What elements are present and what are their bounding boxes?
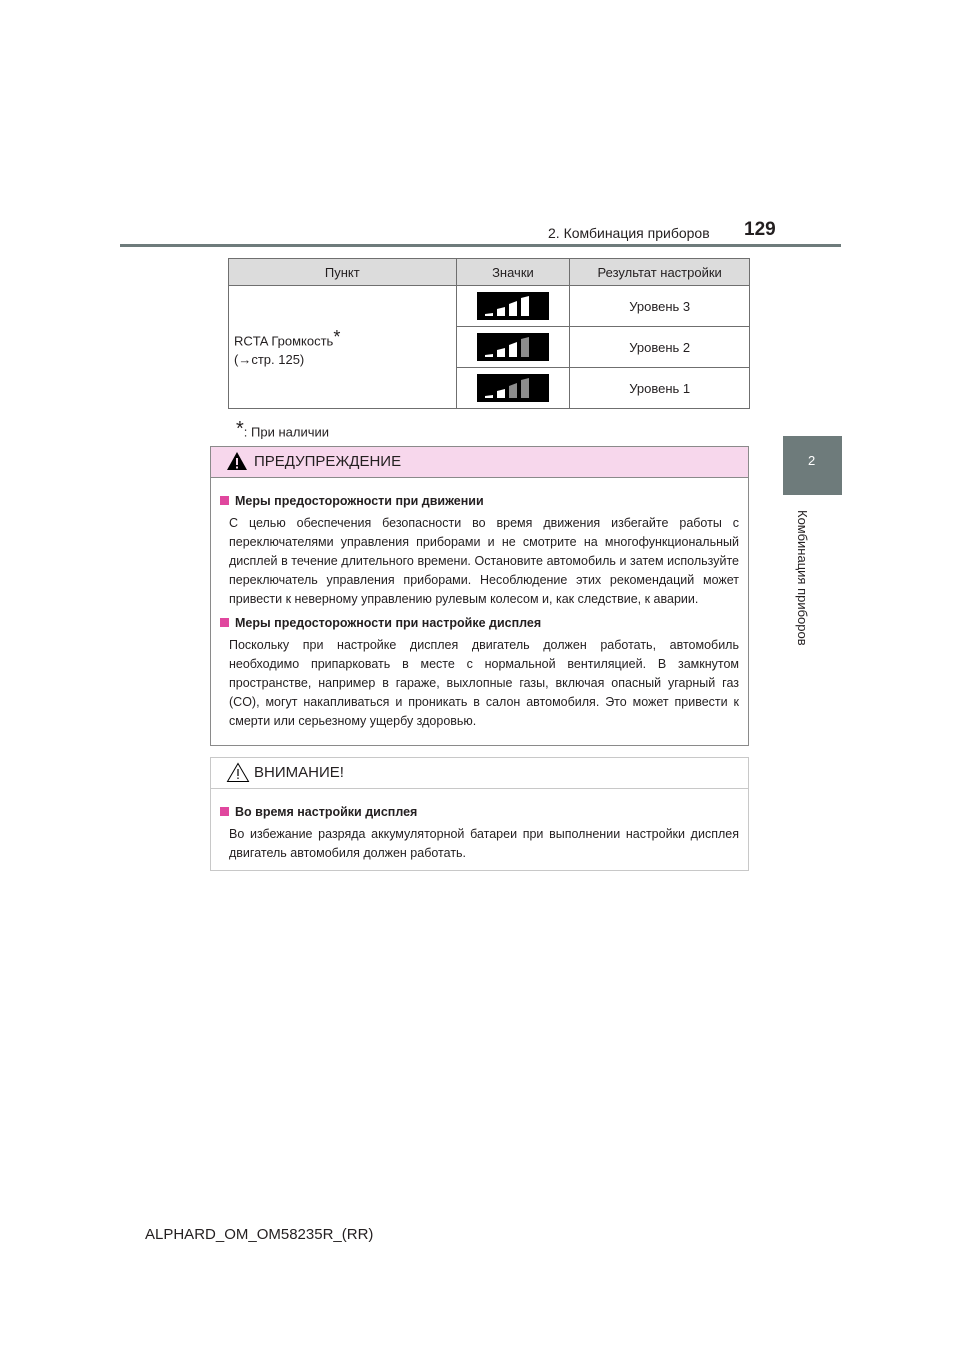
- caution-body: [211, 789, 748, 863]
- warning-section-text: С целью обеспечения безопасности во время движения избегайте работы с переключателями управления приборами и не смотрите на многофункциональный дисплей в течение длительного времени. Остановите автомобиль и затем используйте переключатель управления приборами. Несоблюдение этих рекомендаций может привести к неверному управлению рулевым колесом и, как следствие, к аварии.: [229, 516, 739, 606]
- chapter-tab: [783, 436, 842, 495]
- footnote: [236, 414, 329, 439]
- caution-box: [210, 757, 749, 871]
- caution-title: ВНИМАНИЕ!: [254, 764, 344, 781]
- square-bullet-icon: [220, 807, 229, 816]
- chapter-number: 2: [808, 453, 816, 468]
- caution-header: [211, 758, 748, 789]
- volume-level-3-icon: [477, 292, 549, 320]
- volume-level-2-icon: [477, 333, 549, 361]
- caution-section-text: Во избежание разряда аккумуляторной батареи при выполнении настройки дисплея двигатель автомобиля должен работать.: [229, 827, 739, 860]
- warning-section-heading: Меры предосторожности при настройке дисплея: [220, 614, 739, 633]
- caution-triangle-outline-icon: [226, 762, 250, 783]
- icon-cell: [456, 286, 570, 327]
- warning-header: [211, 447, 748, 478]
- document-code: ALPHARD_OM_OM58235R_(RR): [145, 1226, 374, 1243]
- item-asterisk: *: [333, 327, 341, 348]
- square-bullet-icon: [220, 496, 229, 505]
- column-header-icons: Значки: [456, 259, 570, 286]
- footnote-text: : При наличии: [243, 424, 330, 440]
- item-page-ref: (→стр. 125): [234, 351, 305, 367]
- icon-cell: [456, 368, 570, 409]
- result-cell: Уровень 3: [570, 286, 750, 327]
- icon-cell: [456, 327, 570, 368]
- square-bullet-icon: [220, 618, 229, 627]
- column-header-item: Пункт: [229, 259, 457, 286]
- warning-triangle-icon: [226, 451, 248, 471]
- settings-table: [228, 258, 750, 409]
- section-title: 2. Комбинация приборов: [548, 225, 710, 241]
- caution-section-heading: Во время настройки дисплея: [220, 803, 739, 822]
- column-header-result: Результат настройки: [570, 259, 750, 286]
- footnote-asterisk: *: [236, 418, 244, 440]
- result-cell: Уровень 2: [570, 327, 750, 368]
- warning-section-text: Поскольку при настройке дисплея двигатель должен работать, автомобиль необходимо припарковать в месте с нормальной вентиляцией. В замкнутом пространстве, например в гараже, выхлопные газы, включая опасный угарный газ (CO), могут накапливаться и проникать в салон автомобиля. Это может привести к смерти или серьезному ущербу здоровью.: [229, 638, 739, 728]
- volume-level-1-icon: [477, 374, 549, 402]
- result-cell: Уровень 1: [570, 368, 750, 409]
- table-row: [229, 286, 750, 327]
- chapter-title: Комбинация приборов: [795, 510, 810, 646]
- warning-box: [210, 446, 749, 746]
- warning-title: ПРЕДУПРЕЖДЕНИЕ: [254, 453, 402, 470]
- item-cell: [229, 286, 457, 409]
- table-header-row: [229, 259, 750, 286]
- item-label: RCTA Громкость: [234, 333, 334, 349]
- warning-section-heading: Меры предосторожности при движении: [220, 492, 739, 511]
- header-rule: [120, 244, 841, 247]
- page-number: 129: [744, 219, 776, 240]
- warning-body: [211, 478, 748, 731]
